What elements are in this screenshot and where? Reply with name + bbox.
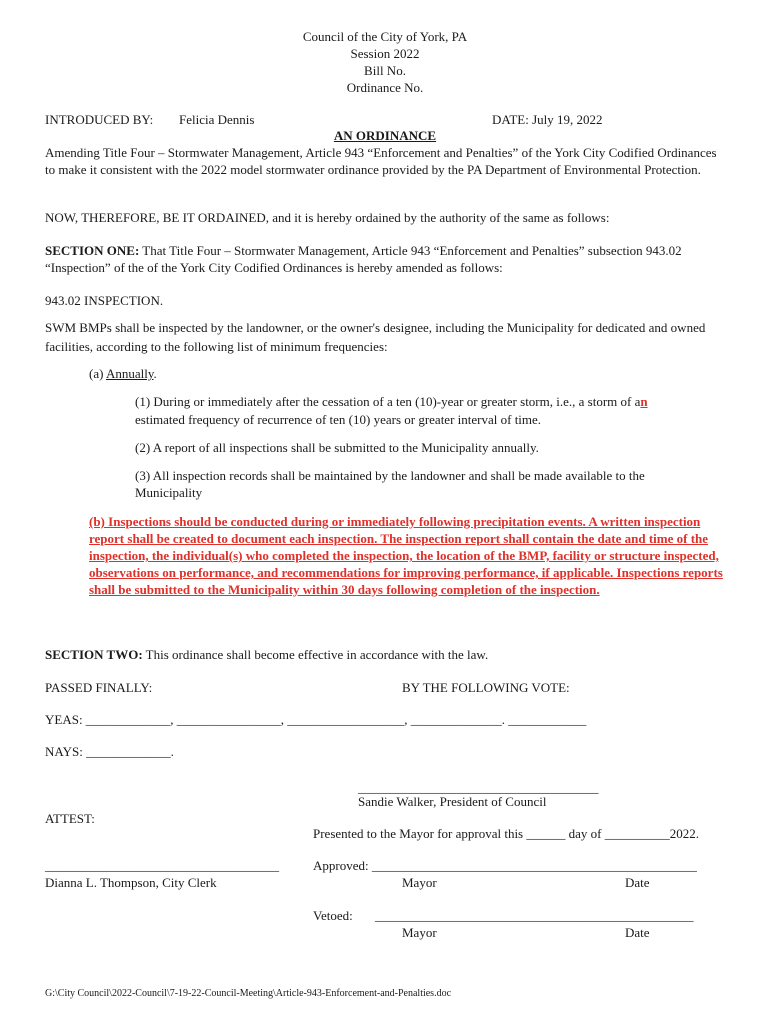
item-1-line-1 — [135, 393, 648, 410]
ordinance-title: AN ORDINANCE — [333, 128, 437, 143]
presented-to-mayor: Presented to the Mayor for approval this ______ day of __________2022. — [313, 826, 699, 841]
president-signature-line: _____________________________________ — [358, 780, 599, 795]
annually-suffix: . — [153, 366, 157, 381]
date-label-vetoed: Date — [625, 925, 650, 940]
yeas-line: YEAS: _____________, ________________, __________________, ______________. ____________ — [45, 712, 587, 727]
amendment-b: (b) Inspections should be conducted during or immediately following precipitation events. A written inspection report shall be created to document each inspection. The inspection report shall contain the date and time of the inspection, the individual(s) who completed the inspection, the location of the BMP, facility or structure inspected, observations on performance, and recommendations for improving performance, if applicable. Inspections reports shall be submitted to the Municipality within 30 days following completion of the inspection. — [89, 514, 723, 597]
annually-label: Annually — [105, 366, 154, 381]
introducer-name: Felicia Dennis — [179, 112, 255, 127]
vote-label: BY THE FOLLOWING VOTE: — [402, 680, 570, 695]
section-one — [45, 242, 725, 276]
section-two — [45, 646, 488, 663]
ordained-clause: NOW, THEREFORE, BE IT ORDAINED, and it is hereby ordained by the authority of the same as follows: — [45, 210, 610, 225]
inspection-heading: 943.02 INSPECTION. — [45, 293, 164, 308]
mayor-label-vetoed: Mayor — [402, 925, 437, 940]
ordinance-purpose: Amending Title Four – Stormwater Management, Article 943 “Enforcement and Penalties” of the York City Codified Ordinances to make it consistent with the 2022 model stormwater ordinance provided by the PA Department of Environmental Protection. — [45, 145, 717, 177]
item-1-line-2: estimated frequency of recurrence of ten (10) years or greater interval of time. — [135, 412, 542, 427]
approved-line: Approved: __________________________________________________ — [313, 858, 697, 873]
swm-bmps-text: SWM BMPs shall be inspected by the landowner, or the owner's designee, including the Municipality for dedicated and owned facilities, according to the following list of minimum frequencies: — [45, 320, 706, 354]
passed-finally: PASSED FINALLY: — [45, 680, 153, 695]
date-label-approved: Date — [625, 875, 650, 890]
file-path-footer: G:\City Council\2022-Council\7-19-22-Council-Meeting\Article-943-Enforcement-and-Penalties.doc — [45, 988, 452, 999]
header-ordinance-no: Ordinance No. — [346, 80, 424, 95]
section-two-text: This ordinance shall become effective in accordance with the law. — [142, 647, 489, 662]
intro-date: DATE: July 19, 2022 — [492, 112, 603, 127]
president-name: Sandie Walker, President of Council — [358, 794, 547, 809]
header-session: Session 2022 — [350, 46, 420, 61]
item-1-text-a: (1) During or immediately after the cessation of a ten (10)-year or greater storm, i.e., a storm of a — [135, 394, 641, 409]
attest-label: ATTEST: — [45, 811, 95, 826]
annually-prefix: (a) — [89, 366, 106, 381]
nays-line: NAYS: _____________. — [45, 744, 174, 759]
introduced-by-label: INTRODUCED BY: — [45, 112, 154, 127]
item-1-inserted-letter: n — [640, 394, 648, 409]
section-two-label: SECTION TWO: — [45, 647, 143, 662]
header-council: Council of the City of York, PA — [302, 29, 468, 44]
vetoed-line: _________________________________________________ — [375, 908, 694, 923]
section-one-label: SECTION ONE: — [45, 243, 140, 258]
annually-item — [89, 365, 157, 382]
clerk-name: Dianna L. Thompson, City Clerk — [45, 875, 217, 890]
mayor-label-approved: Mayor — [402, 875, 437, 890]
header-bill-no: Bill No. — [364, 63, 406, 78]
item-2: (2) A report of all inspections shall be submitted to the Municipality annually. — [135, 440, 539, 455]
section-one-text: That Title Four – Stormwater Management, Article 943 “Enforcement and Penalties” subsection 943.02 “Inspection” of the of the York City Codified Ordinances is hereby amended as follows: — [45, 243, 682, 275]
item-3: (3) All inspection records shall be maintained by the landowner and shall be made available to the Municipality — [135, 468, 645, 500]
vetoed-label: Vetoed: — [313, 908, 353, 923]
clerk-signature-line: ____________________________________ — [45, 858, 279, 873]
